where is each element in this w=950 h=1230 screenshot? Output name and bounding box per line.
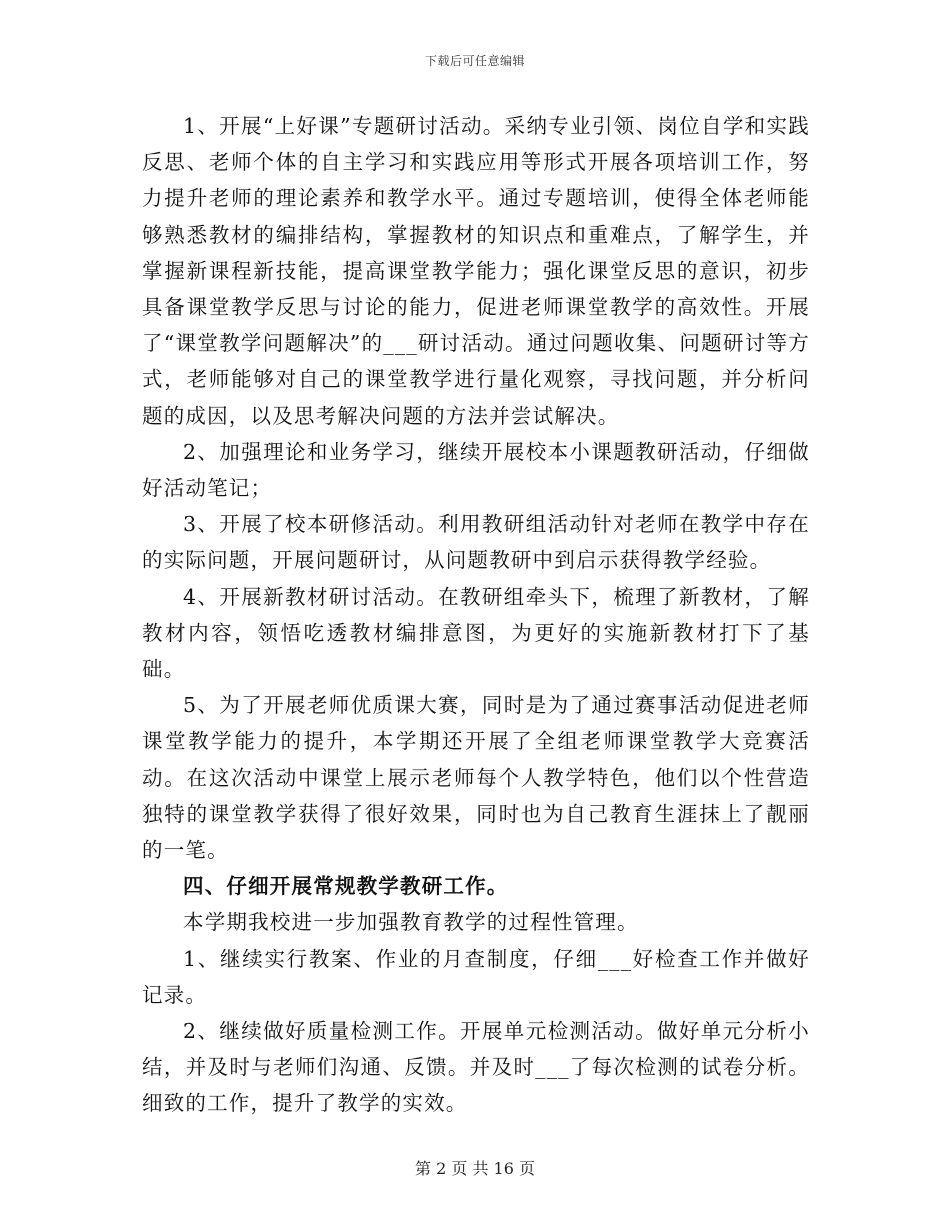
paragraph-item-4: 4、开展新教材研讨活动。在教研组牵头下，梳理了新教材，了解教材内容，领悟吃透教材编排意图，为更好的实施新教材打下了基础。 bbox=[142, 584, 810, 682]
section-paragraph-1: 1、继续实行教案、作业的月查制度，仔细___好检查工作并做好记录。 bbox=[142, 946, 810, 1007]
section-paragraph-2: 2、继续做好质量检测工作。开展单元检测活动。做好单元分析小结，并及时与老师们沟通、反馈。并及时___了每次检测的试卷分析。细致的工作，提升了教学的实效。 bbox=[142, 1019, 810, 1116]
paragraph-item-5: 5、为了开展老师优质课大赛，同时是为了通过赛事活动促进老师课堂教学能力的提升，本学期还开展了全组老师课堂教学大竞赛活动。在这次活动中课堂上展示老师每个人教学特色，他们以个性营造独特的课堂教学获得了很好效果，同时也为自己教育生涯抹上了靓丽的一笔。 bbox=[142, 693, 810, 863]
paragraph-item-3: 3、开展了校本研修活动。利用教研组活动针对老师在教学中存在的实际问题，开展问题研讨，从问题教研中到启示获得教学经验。 bbox=[142, 512, 810, 573]
paragraph-item-2: 2、加强理论和业务学习，继续开展校本小课题教研活动，仔细做好活动笔记； bbox=[142, 439, 810, 501]
page-footer: 第 2 页 共 16 页 bbox=[415, 1159, 535, 1178]
page-header: 下载后可任意编辑 bbox=[424, 54, 525, 68]
document-body bbox=[142, 108, 810, 1122]
paragraph-item-1: 1、开展“上好课”专题研讨活动。采纳专业引领、岗位自学和实践反思、老师个体的自主学习和实践应用等形式开展各项培训工作，努力提升老师的理论素养和教学水平。通过专题培训，使得全体老师能够熟悉教材的编排结构，掌握教材的知识点和重难点，了解学生，并掌握新课程新技能，提高课堂教学能力；强化课堂反思的意识，初步具备课堂教学反思与讨论的能力，促进老师课堂教学的高效性。开展了“课堂教学问题解决”的___研讨活动。通过问题收集、问题研讨等方式，老师能够对自己的课堂教学进行量化观察，寻找问题，并分析问题的成因，以及思考解决问题的方法并尝试解决。 bbox=[142, 114, 810, 428]
section-heading: 四、仔细开展常规教学教研工作。 bbox=[183, 874, 509, 899]
section-paragraph-intro: 本学期我校进一步加强教育教学的过程性管理。 bbox=[183, 910, 639, 935]
